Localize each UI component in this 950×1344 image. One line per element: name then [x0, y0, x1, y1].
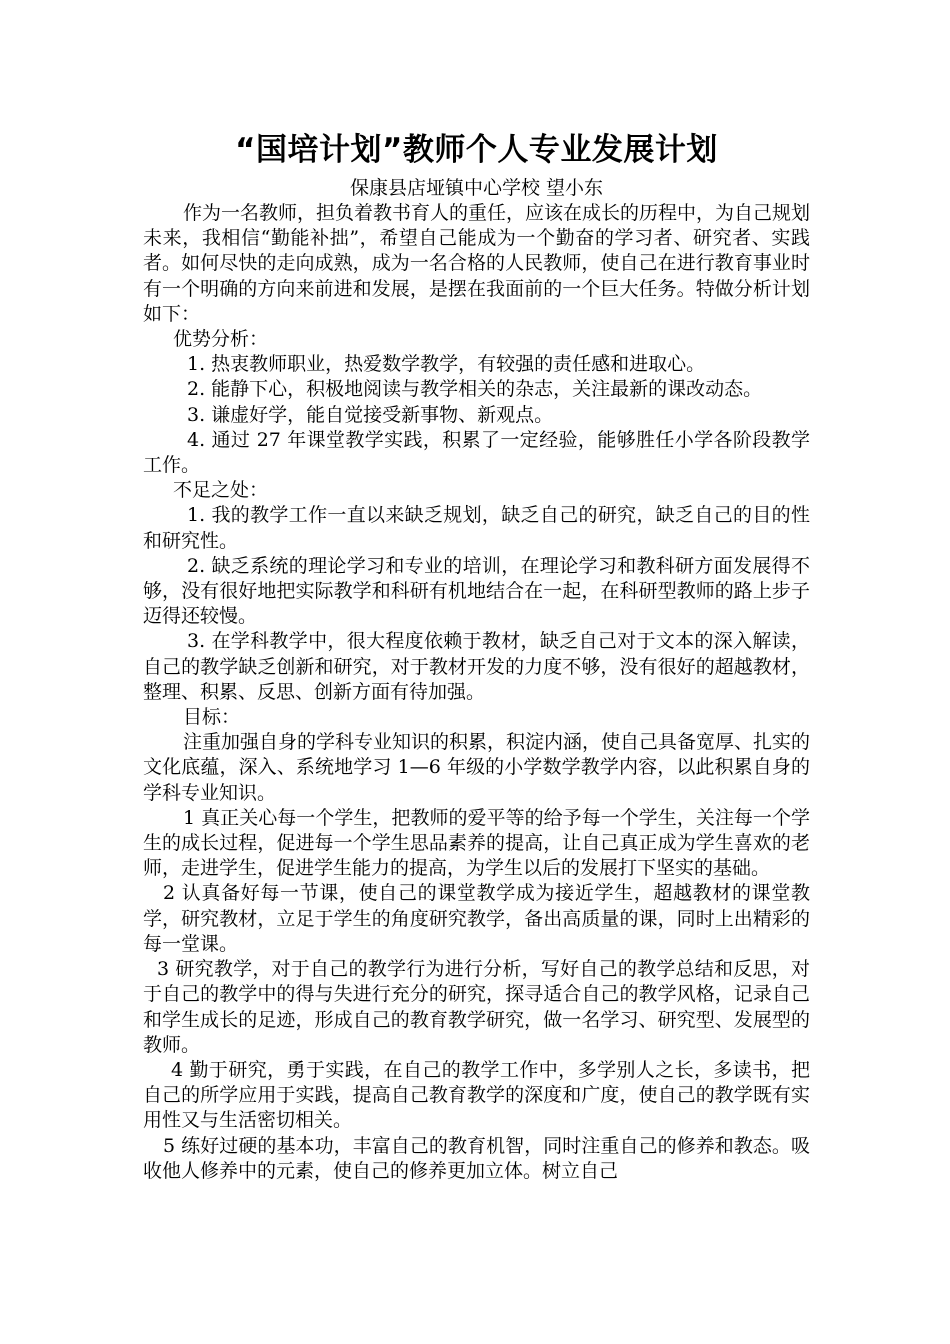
paragraph: 2 认真备好每一节课，使自己的课堂教学成为接近学生，超越教材的课堂教学，研究教材，立足于学生的角度研究教学，备出高质量的课，同时上出精彩的每一堂课。	[143, 882, 810, 955]
paragraph: 3. 在学科教学中，很大程度依赖于教材，缺乏自己对于文本的深入解读，自己的教学缺乏创新和研究，对于教材开发的力度不够，没有很好的超越教材，整理、积累、反思、创新方面有待加强。	[143, 630, 810, 703]
document-title: “国培计划”教师个人专业发展计划	[235, 132, 718, 168]
paragraph: 3. 谦虚好学，能自觉接受新事物、新观点。	[187, 403, 554, 426]
paragraph: 优势分析：	[173, 328, 269, 351]
paragraph: 4 勤于研究，勇于实践，在自己的教学工作中，多学别人之长，多读书，把自己的所学应用于实践，提高自己教育教学的深度和广度，使自己的教学既有实用性又与生活密切相关。	[143, 1058, 810, 1132]
paragraph: 2. 能静下心，积极地阅读与教学相关的杂志，关注最新的课改动态。	[187, 378, 763, 401]
document-page	[143, 124, 810, 1184]
document-body	[143, 201, 810, 1184]
paragraph: 1. 热衷教师职业，热爱数学教学，有较强的责任感和进取心。	[187, 353, 706, 376]
paragraph: 5 练好过硬的基本功，丰富自己的教育机智，同时注重自己的修养和教态。吸收他人修养中的元素，使自己的修养更加立体。树立自己	[143, 1134, 810, 1182]
document-author: 保康县店垭镇中心学校 望小东	[349, 177, 604, 199]
paragraph: 不足之处：	[173, 479, 269, 502]
paragraph: 1 真正关心每一个学生，把教师的爱平等的给予每一个学生，关注每一个学生的成长过程，促进每一个学生思品素养的提高，让自己真正成为学生喜欢的老师，走进学生，促进学生能力的提高，为学生以后的发展打下坚实的基础。	[143, 806, 810, 880]
paragraph: 3 研究教学，对于自己的教学行为进行分析，写好自己的教学总结和反思，对于自己的教学中的得与失进行充分的研究，探寻适合自己的教学风格，记录自己和学生成长的足迹，形成自己的教育教学研究，做一名学习、研究型、发展型的教师。	[143, 958, 810, 1056]
paragraph: 4. 通过 27 年课堂教学实践，积累了一定经验，能够胜任小学各阶段教学工作。	[143, 428, 810, 477]
paragraph: 1. 我的教学工作一直以来缺乏规划，缺乏自己的研究，缺乏自己的目的性和研究性。	[143, 504, 810, 552]
paragraph: 作为一名教师，担负着教书育人的重任，应该在成长的历程中，为自己规划未来，我相信“勤能补拙”，希望自己能成为一个勤奋的学习者、研究者、实践者。如何尽快的走向成熟，成为一名合格的人民教师，使自己在进行教育事业时有一个明确的方向来前进和发展，是摆在我面前的一个巨大任务。特做分析计划如下：	[143, 202, 811, 325]
paragraph: 目标：	[183, 706, 241, 729]
paragraph: 2. 缺乏系统的理论学习和专业的培训，在理论学习和教科研方面发展得不够，没有很好地把实际教学和科研有机地结合在一起，在科研型教师的路上步子迈得还较慢。	[143, 554, 810, 628]
paragraph: 注重加强自身的学科专业知识的积累，积淀内涵，使自己具备宽厚、扎实的文化底蕴，深入、系统地学习 1—6 年级的小学数学教学内容，以此积累自身的学科专业知识。	[143, 731, 811, 804]
